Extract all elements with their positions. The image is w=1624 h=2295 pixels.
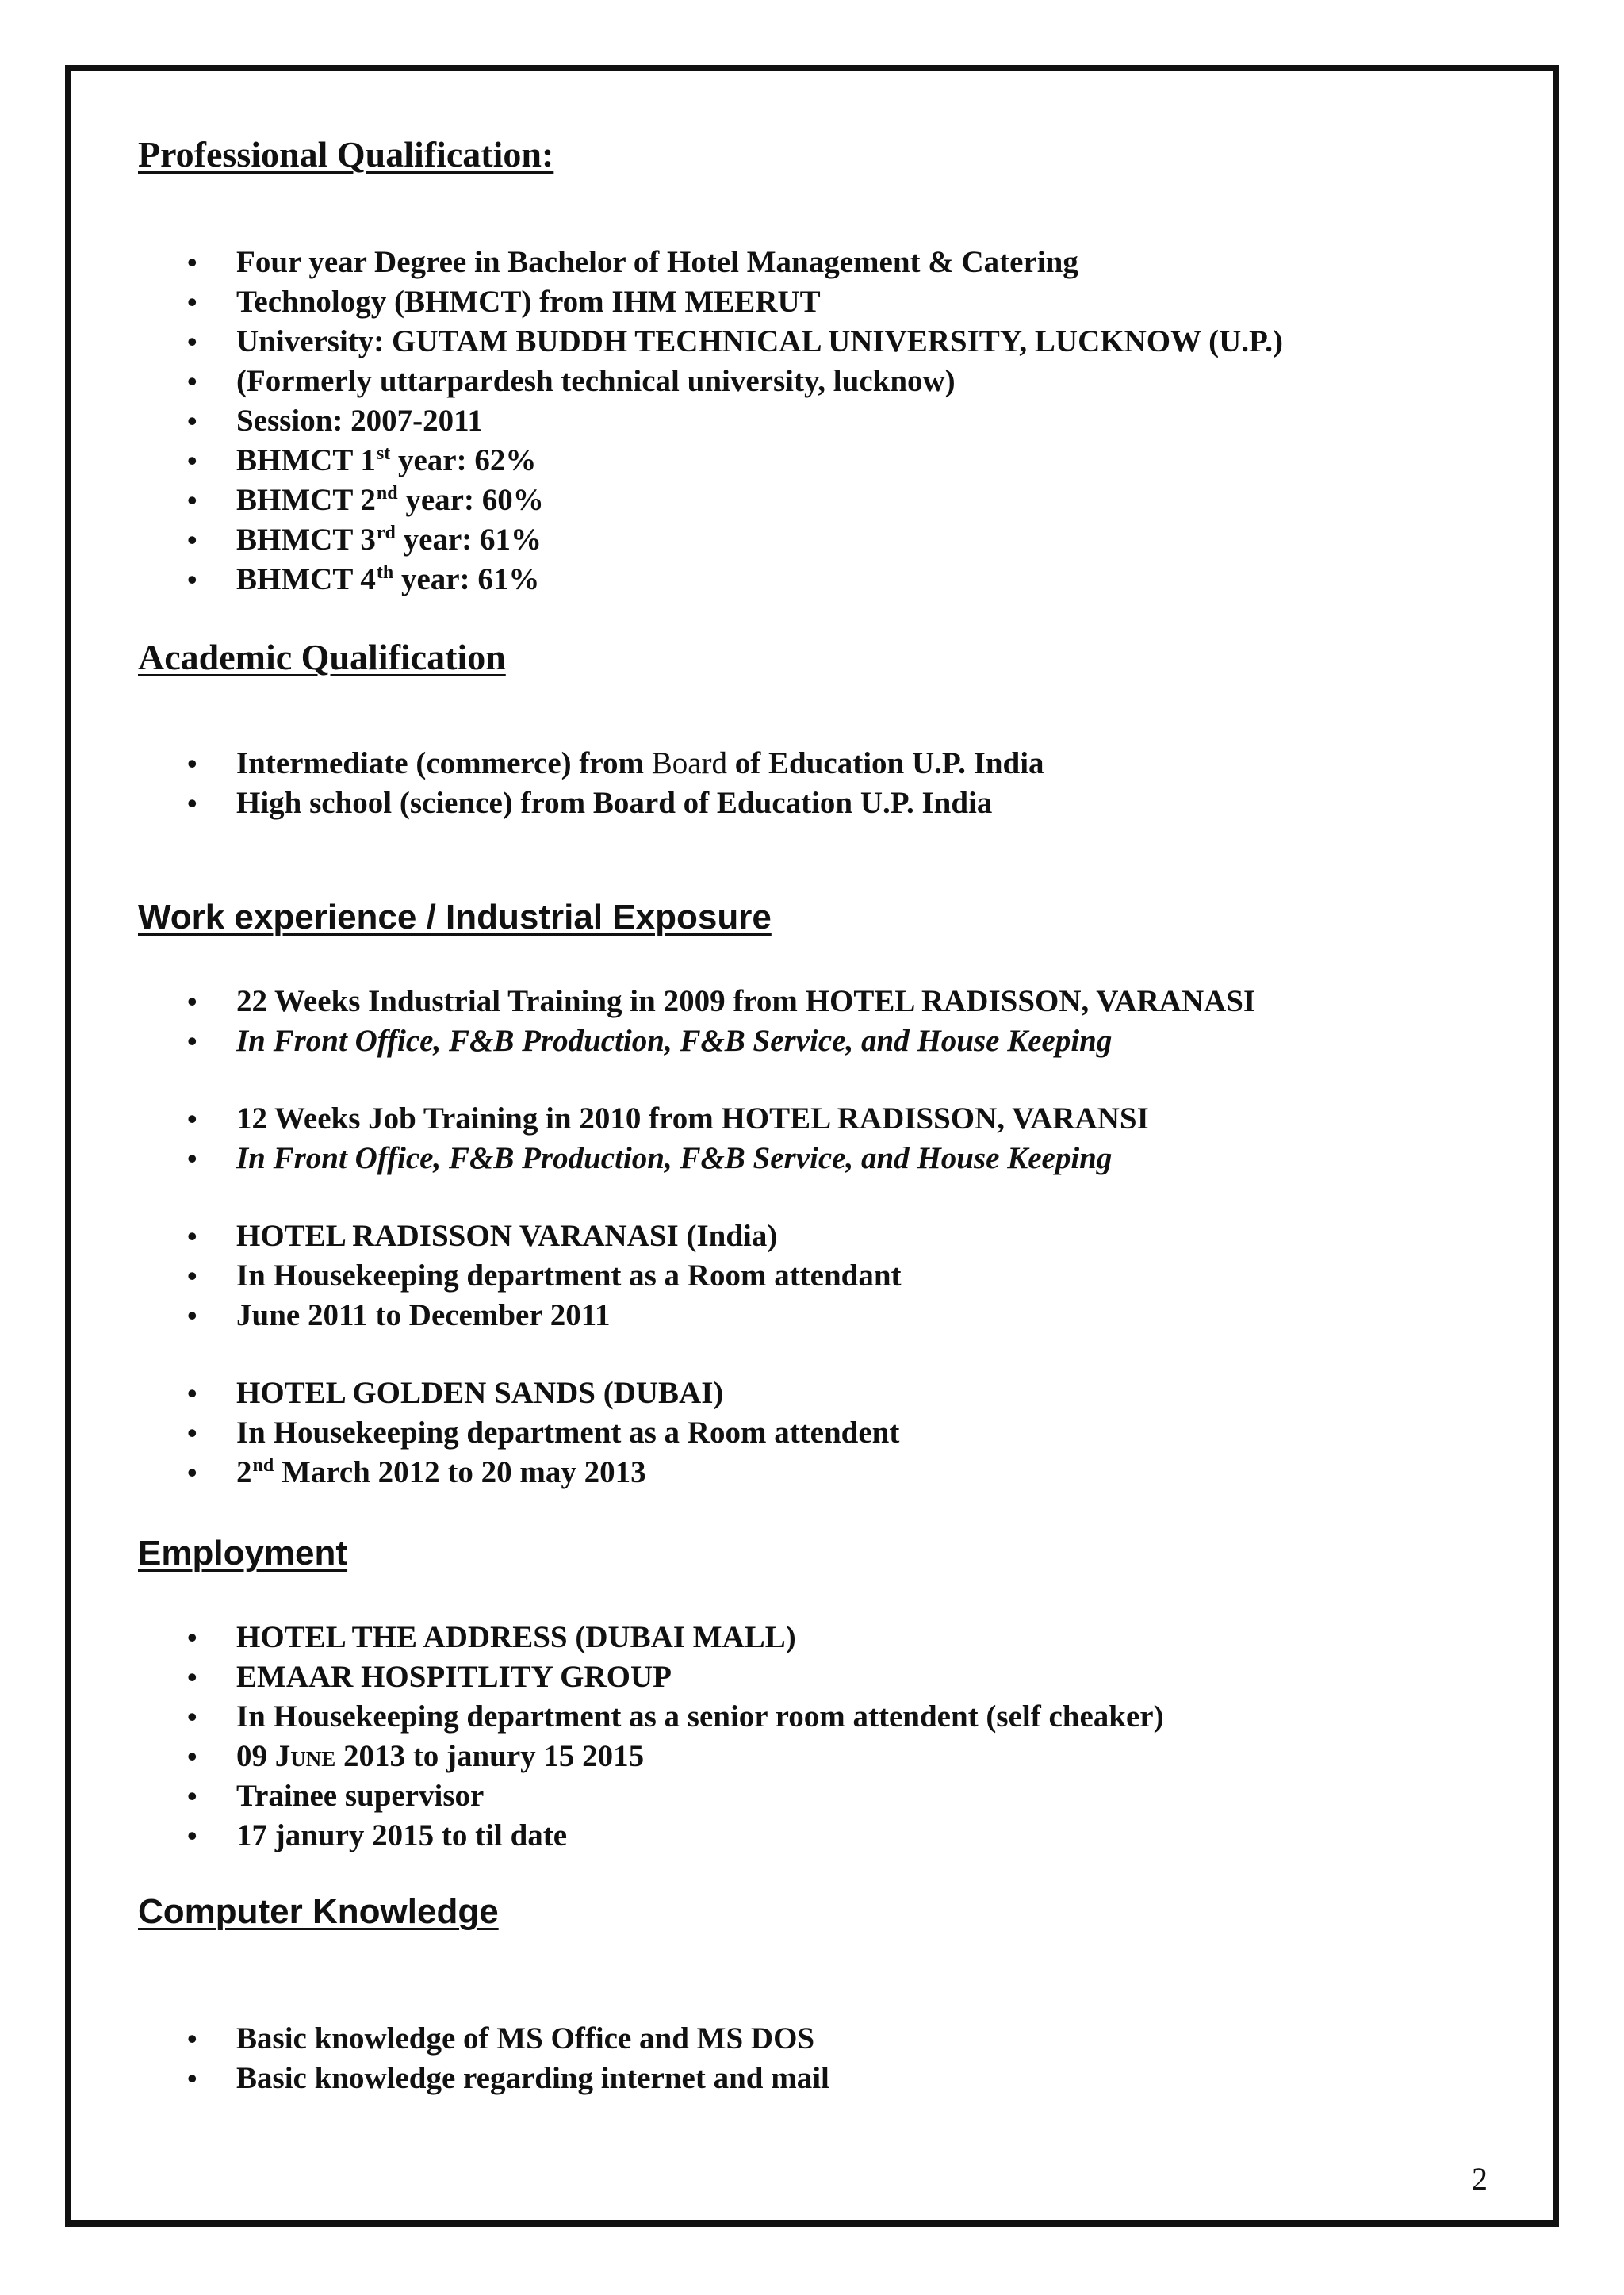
bullet-icon: • <box>187 564 197 596</box>
list-item: • In Front Office, F&B Production, F&B Service, and House Keeping <box>0 1139 1255 1178</box>
academic-qualification-heading: Academic Qualification <box>138 637 506 677</box>
bullet-icon: • <box>187 1377 197 1409</box>
list-item: • In Housekeeping department as a senior room attendent (self cheaker) <box>0 1697 1164 1737</box>
bullet-icon: • <box>187 1457 197 1488</box>
academic-qualification-list <box>0 744 1044 823</box>
bullet-icon: • <box>187 1701 197 1733</box>
bullet-icon: • <box>187 405 197 437</box>
list-item: • Four year Degree in Bachelor of Hotel Management & Catering <box>0 243 1283 282</box>
bullet-icon: • <box>187 1820 197 1852</box>
list-item: • HOTEL GOLDEN SANDS (DUBAI) <box>0 1374 1255 1413</box>
bullet-icon: • <box>187 2063 197 2094</box>
list-item: • 22 Weeks Industrial Training in 2009 from HOTEL RADISSON, VARANASI <box>0 982 1255 1021</box>
list-item: • Trainee supervisor <box>0 1776 1164 1816</box>
bullet-icon: • <box>187 1025 197 1057</box>
computer-knowledge-heading: Computer Knowledge <box>138 1892 499 1931</box>
list-item: • BHMCT 4th year: 61% <box>0 560 1283 600</box>
bullet-icon: • <box>187 286 197 318</box>
list-item: • BHMCT 1st year: 62% <box>0 441 1283 481</box>
list-item: • University: GUTAM BUDDH TECHNICAL UNIVERSITY, LUCKNOW (U.P.) <box>0 322 1283 362</box>
list-item: • (Formerly uttarpardesh technical university, lucknow) <box>0 362 1283 401</box>
work-experience-list <box>0 982 1255 1492</box>
list-item: • In Housekeeping department as a Room attendant <box>0 1256 1255 1296</box>
bullet-icon: • <box>187 485 197 516</box>
bullet-icon: • <box>187 748 197 780</box>
list-item: • BHMCT 2nd year: 60% <box>0 481 1283 520</box>
bullet-icon: • <box>187 2023 197 2055</box>
list-item: • 12 Weeks Job Training in 2010 from HOTEL RADISSON, VARANSI <box>0 1099 1255 1139</box>
list-item: • Session: 2007-2011 <box>0 401 1283 441</box>
bullet-icon: • <box>187 787 197 819</box>
work-experience-heading: Work experience / Industrial Exposure <box>138 898 772 937</box>
list-item: • BHMCT 3rd year: 61% <box>0 520 1283 560</box>
list-item: • Intermediate (commerce) from Board of Education U.P. India <box>0 744 1044 784</box>
list-item: • HOTEL RADISSON VARANASI (India) <box>0 1216 1255 1256</box>
list-item: • June 2011 to December 2011 <box>0 1296 1255 1335</box>
list-item: • In Front Office, F&B Production, F&B Service, and House Keeping <box>0 1021 1255 1061</box>
bullet-icon: • <box>187 1300 197 1331</box>
bullet-icon: • <box>187 326 197 358</box>
bullet-icon: • <box>187 1143 197 1174</box>
bullet-icon: • <box>187 1103 197 1135</box>
bullet-icon: • <box>187 1661 197 1693</box>
employment-heading: Employment <box>138 1534 348 1573</box>
bullet-icon: • <box>187 524 197 556</box>
computer-knowledge-list <box>0 2019 829 2098</box>
list-item: • EMAAR HOSPITLITY GROUP <box>0 1657 1164 1697</box>
bullet-icon: • <box>187 1741 197 1772</box>
bullet-icon: • <box>187 1417 197 1449</box>
bullet-icon: • <box>187 986 197 1017</box>
professional-qualification-heading: Professional Qualification: <box>138 134 554 174</box>
bullet-icon: • <box>187 1260 197 1292</box>
employment-list <box>0 1618 1164 1856</box>
list-item: • 17 janury 2015 to til date <box>0 1816 1164 1856</box>
bullet-icon: • <box>187 1220 197 1252</box>
list-item: • 09 June 2013 to janury 15 2015 <box>0 1737 1164 1776</box>
list-item: • HOTEL THE ADDRESS (DUBAI MALL) <box>0 1618 1164 1657</box>
professional-qualification-list <box>0 243 1283 600</box>
list-item: • High school (science) from Board of Education U.P. India <box>0 784 1044 823</box>
bullet-icon: • <box>187 1622 197 1653</box>
bullet-icon: • <box>187 1780 197 1812</box>
list-item: • In Housekeeping department as a Room attendent <box>0 1413 1255 1453</box>
list-item: • 2nd March 2012 to 20 may 2013 <box>0 1453 1255 1492</box>
list-item: • Basic knowledge of MS Office and MS DOS <box>0 2019 829 2059</box>
bullet-icon: • <box>187 247 197 278</box>
list-item: • Technology (BHMCT) from IHM MEERUT <box>0 282 1283 322</box>
bullet-icon: • <box>187 366 197 397</box>
list-item: • Basic knowledge regarding internet and mail <box>0 2059 829 2098</box>
bullet-icon: • <box>187 445 197 477</box>
page-number: 2 <box>1472 2161 1488 2197</box>
